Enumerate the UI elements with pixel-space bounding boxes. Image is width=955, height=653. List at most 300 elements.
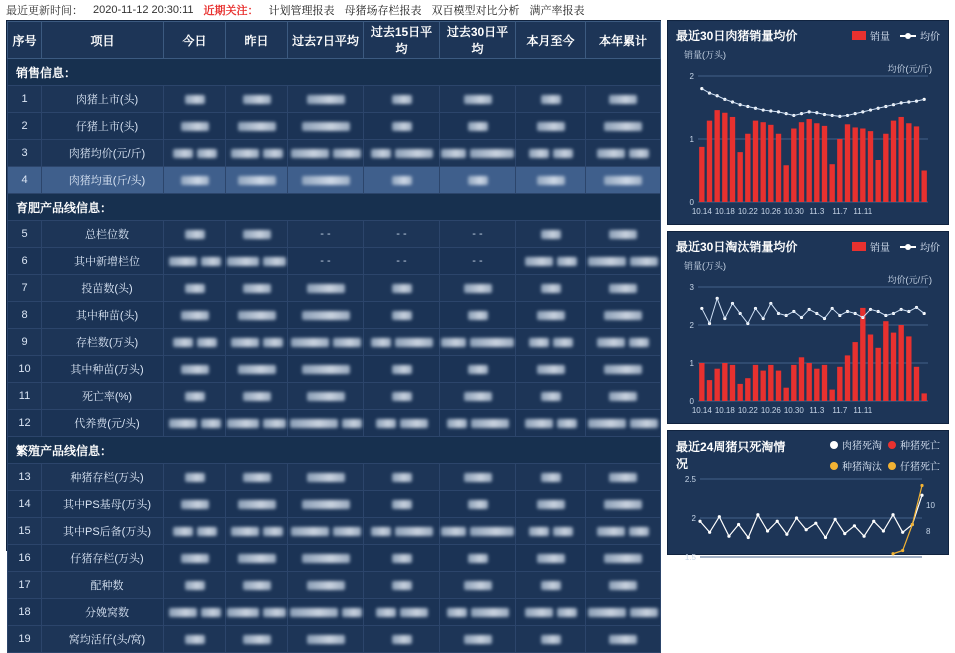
metric-cell [440, 167, 516, 194]
chart3-legend [790, 437, 940, 473]
table-row[interactable] [8, 464, 661, 491]
masked-digits [238, 311, 276, 320]
masked-value [365, 122, 438, 131]
masked-value [517, 392, 584, 401]
table-row[interactable] [8, 545, 661, 572]
masked-digits [185, 473, 205, 482]
masked-value [289, 311, 362, 320]
th-item[interactable]: 项目 [42, 22, 164, 59]
masked-digits [529, 149, 549, 158]
metric-cell [226, 356, 288, 383]
row-index: 16 [8, 545, 42, 572]
metric-cell [226, 491, 288, 518]
th-avg15[interactable]: 过去15日平均 [364, 22, 440, 59]
table-row[interactable] [8, 410, 661, 437]
metric-cell [364, 626, 440, 653]
line-swatch-icon [900, 35, 916, 37]
metric-cell [164, 113, 226, 140]
row-index: 5 [8, 221, 42, 248]
row-index: 3 [8, 140, 42, 167]
th-index[interactable]: 序号 [8, 22, 42, 59]
metric-cell [440, 140, 516, 167]
bar-swatch-icon [852, 31, 866, 40]
masked-value [517, 122, 584, 131]
chart3-plot[interactable] [676, 473, 942, 565]
masked-digits [307, 473, 345, 482]
masked-digits [173, 527, 193, 536]
focus-link-capacity-report[interactable]: 满产率报表 [529, 5, 585, 17]
th-today[interactable]: 今日 [164, 22, 226, 59]
masked-digits [604, 500, 642, 509]
metric-cell [440, 383, 516, 410]
metric-cell [440, 221, 516, 248]
metric-cell [288, 518, 364, 545]
masked-digits [307, 392, 345, 401]
masked-digits [597, 149, 625, 158]
masked-digits [464, 284, 492, 293]
metric-cell [164, 329, 226, 356]
masked-digits [588, 608, 626, 617]
masked-digits [173, 149, 193, 158]
table-row[interactable] [8, 491, 661, 518]
chart1-title: 最近30日肉猪销量均价 [676, 29, 798, 43]
th-avg30[interactable]: 过去30日平均 [440, 22, 516, 59]
row-item-label: 投苗数(头) [42, 275, 164, 302]
masked-value [365, 608, 438, 617]
focus-link-sow-farm-report[interactable]: 母猪场存栏报表 [344, 5, 422, 17]
masked-value [227, 581, 286, 590]
masked-digits [629, 149, 649, 158]
row-item-label: 死亡率(%) [42, 383, 164, 410]
metric-cell [226, 248, 288, 275]
legend-label-breeder-cull: 种猪淘汰 [842, 462, 882, 473]
masked-digits [238, 122, 276, 131]
metrics-table [7, 21, 661, 653]
masked-digits [464, 95, 492, 104]
legend-item-piglet-death[interactable] [888, 458, 940, 473]
table-row[interactable] [8, 140, 661, 167]
masked-digits [468, 122, 488, 131]
masked-digits [400, 608, 428, 617]
masked-value [587, 284, 659, 293]
svg-text:1: 1 [689, 359, 694, 368]
masked-digits [537, 122, 565, 131]
masked-value [165, 122, 224, 131]
metric-cell [364, 221, 440, 248]
masked-digits [630, 419, 658, 428]
masked-digits [609, 230, 637, 239]
metric-cell [364, 383, 440, 410]
metric-cell [516, 410, 586, 437]
metric-cell [164, 302, 226, 329]
masked-digits [371, 149, 391, 158]
metric-cell [164, 464, 226, 491]
masked-digits [231, 338, 259, 347]
masked-digits [291, 338, 329, 347]
svg-text:11.3: 11.3 [809, 207, 825, 216]
svg-text:10: 10 [926, 501, 935, 510]
row-index: 18 [8, 599, 42, 626]
masked-value [365, 149, 438, 158]
legend-item-fattening-death[interactable] [830, 437, 882, 452]
masked-value [441, 284, 514, 293]
charts-column [667, 20, 949, 562]
row-index: 19 [8, 626, 42, 653]
metric-cell [440, 302, 516, 329]
row-item-label: 其中PS基母(万头) [42, 491, 164, 518]
masked-digits [201, 419, 221, 428]
metric-cell [226, 86, 288, 113]
masked-digits [307, 635, 345, 644]
legend-item-price[interactable] [900, 28, 940, 43]
masked-value [517, 554, 584, 563]
metric-cell [226, 626, 288, 653]
metric-cell [164, 410, 226, 437]
masked-digits [169, 608, 197, 617]
masked-digits [333, 338, 361, 347]
masked-value [365, 500, 438, 509]
metric-cell [586, 140, 661, 167]
metric-cell [226, 302, 288, 329]
legend-item-sales-2[interactable] [852, 239, 890, 254]
masked-digits [231, 527, 259, 536]
masked-digits [392, 365, 412, 374]
masked-digits [609, 581, 637, 590]
metric-cell [516, 572, 586, 599]
table-row[interactable] [8, 572, 661, 599]
metric-cell [516, 383, 586, 410]
masked-digits [557, 608, 577, 617]
svg-text:10.30: 10.30 [783, 406, 804, 415]
svg-text:10.26: 10.26 [760, 207, 781, 216]
svg-text:2: 2 [689, 72, 694, 81]
masked-digits [604, 176, 642, 185]
masked-value [587, 581, 659, 590]
metric-cell [364, 491, 440, 518]
metric-cell [364, 464, 440, 491]
table-row[interactable] [8, 302, 661, 329]
masked-digits [464, 392, 492, 401]
metric-cell [586, 572, 661, 599]
masked-digits [541, 230, 561, 239]
focus-link-plan-report[interactable]: 计划管理报表 [268, 5, 335, 17]
chart2-plot[interactable] [676, 281, 942, 417]
masked-digits [525, 419, 553, 428]
table-row[interactable] [8, 248, 661, 275]
masked-value [365, 635, 438, 644]
masked-digits [392, 473, 412, 482]
th-year-to-date[interactable]: 本年累计 [586, 22, 661, 59]
masked-value [441, 365, 514, 374]
masked-digits [441, 149, 466, 158]
masked-value [227, 365, 286, 374]
metric-cell [364, 599, 440, 626]
metric-cell [288, 626, 364, 653]
row-item-label: 总栏位数 [42, 221, 164, 248]
masked-digits [263, 257, 286, 266]
masked-value [587, 419, 659, 428]
metric-cell [226, 518, 288, 545]
metric-cell [440, 275, 516, 302]
masked-value [441, 500, 514, 509]
empty-value: - - [396, 228, 407, 240]
metric-cell [364, 518, 440, 545]
masked-digits [243, 284, 271, 293]
svg-text:10.22: 10.22 [737, 207, 758, 216]
masked-value [517, 500, 584, 509]
masked-value [441, 473, 514, 482]
metric-cell [586, 248, 661, 275]
row-item-label: 肉猪均价(元/斤) [42, 140, 164, 167]
masked-value [587, 122, 659, 131]
chart1-header [676, 27, 940, 44]
masked-digits [468, 500, 488, 509]
row-item-label: 仔猪存栏(万头) [42, 545, 164, 572]
masked-value [227, 392, 286, 401]
masked-digits [553, 338, 573, 347]
empty-value: - - [320, 255, 331, 267]
dot-swatch-icon [888, 462, 896, 470]
th-yesterday[interactable]: 昨日 [226, 22, 288, 59]
metric-cell [364, 113, 440, 140]
metric-cell [440, 572, 516, 599]
svg-text:10.14: 10.14 [691, 207, 712, 216]
masked-digits [400, 419, 428, 428]
masked-digits [302, 554, 350, 563]
masked-value [517, 581, 584, 590]
masked-digits [441, 527, 466, 536]
th-month-to-date[interactable]: 本月至今 [516, 22, 586, 59]
masked-digits [185, 392, 205, 401]
masked-digits [597, 527, 625, 536]
masked-value [517, 311, 584, 320]
legend-item-sales[interactable] [852, 28, 890, 43]
table-row[interactable] [8, 113, 661, 140]
masked-value [227, 608, 286, 617]
table-row[interactable] [8, 599, 661, 626]
section-title: 育肥产品线信息： [8, 194, 661, 221]
metric-cell [288, 167, 364, 194]
masked-digits [529, 527, 549, 536]
row-item-label: 存栏数(万头) [42, 329, 164, 356]
metric-cell [364, 410, 440, 437]
table-row[interactable] [8, 383, 661, 410]
masked-digits [630, 608, 658, 617]
masked-digits [470, 149, 514, 158]
masked-digits [392, 581, 412, 590]
masked-digits [395, 527, 433, 536]
legend-label-sales-2: 销量 [870, 243, 890, 254]
masked-value [365, 176, 438, 185]
metric-cell [364, 167, 440, 194]
metric-cell [440, 599, 516, 626]
masked-digits [447, 608, 467, 617]
metric-cell [164, 518, 226, 545]
legend-item-price-2[interactable] [900, 239, 940, 254]
masked-value [165, 176, 224, 185]
metric-cell [516, 86, 586, 113]
metric-cell [364, 356, 440, 383]
masked-digits [238, 176, 276, 185]
metric-cell [516, 518, 586, 545]
masked-value [165, 527, 224, 536]
focus-link-model-compare[interactable]: 双百模型对比分析 [431, 5, 520, 17]
masked-value [441, 527, 514, 536]
masked-value [587, 527, 659, 536]
masked-value [165, 473, 224, 482]
metric-cell [226, 410, 288, 437]
svg-text:0: 0 [689, 198, 694, 207]
metric-cell [440, 518, 516, 545]
metric-cell [226, 383, 288, 410]
masked-digits [464, 581, 492, 590]
svg-text:10.30: 10.30 [783, 207, 804, 216]
metric-cell [440, 329, 516, 356]
metric-cell [516, 491, 586, 518]
metric-cell [364, 329, 440, 356]
table-row[interactable] [8, 329, 661, 356]
table-row[interactable] [8, 86, 661, 113]
metric-cell [516, 221, 586, 248]
masked-value [227, 554, 286, 563]
chart1-plot[interactable] [676, 70, 942, 218]
metric-cell [364, 302, 440, 329]
legend-item-breeder-cull[interactable] [830, 458, 882, 473]
svg-text:10.26: 10.26 [760, 406, 781, 415]
masked-digits [201, 608, 221, 617]
masked-value [365, 365, 438, 374]
empty-value: - - [320, 228, 331, 240]
table-row[interactable] [8, 518, 661, 545]
legend-item-breeder-death[interactable] [888, 437, 940, 452]
masked-digits [392, 311, 412, 320]
masked-digits [185, 230, 205, 239]
masked-digits [181, 176, 209, 185]
masked-digits [227, 419, 259, 428]
masked-digits [471, 608, 509, 617]
metric-cell [586, 626, 661, 653]
masked-digits [588, 257, 626, 266]
svg-text:2.5: 2.5 [684, 475, 696, 484]
empty-value: - - [472, 228, 483, 240]
chart2-title: 最近30日淘汰销量均价 [676, 240, 798, 254]
section-row [8, 437, 661, 464]
metric-cell [164, 491, 226, 518]
masked-digits [290, 419, 338, 428]
metric-cell [586, 86, 661, 113]
masked-digits [441, 338, 466, 347]
metric-cell [288, 545, 364, 572]
metric-cell [586, 167, 661, 194]
row-index: 8 [8, 302, 42, 329]
svg-text:8: 8 [926, 527, 931, 536]
dot-swatch-icon [888, 441, 896, 449]
chart-card-pig-sales [667, 20, 949, 225]
metric-cell [586, 518, 661, 545]
row-index: 4 [8, 167, 42, 194]
masked-digits [392, 554, 412, 563]
table-row[interactable] [8, 356, 661, 383]
masked-value [365, 419, 438, 428]
metric-cell [586, 599, 661, 626]
masked-digits [395, 338, 433, 347]
metric-cell [516, 599, 586, 626]
masked-digits [302, 122, 350, 131]
dot-swatch-icon [830, 441, 838, 449]
metric-cell [516, 545, 586, 572]
masked-digits [302, 500, 350, 509]
chart-card-weekly-death [667, 430, 949, 562]
masked-digits [197, 149, 217, 158]
metric-cell [586, 356, 661, 383]
masked-value [365, 284, 438, 293]
bar-swatch-icon [852, 242, 866, 251]
masked-digits [185, 284, 205, 293]
masked-digits [243, 581, 271, 590]
masked-value [365, 554, 438, 563]
masked-digits [227, 257, 259, 266]
masked-value [227, 95, 286, 104]
metric-cell [288, 491, 364, 518]
masked-digits [468, 311, 488, 320]
masked-digits [557, 257, 577, 266]
metric-cell [288, 464, 364, 491]
table-row[interactable] [8, 221, 661, 248]
legend-label-price-2: 均价 [920, 243, 940, 254]
masked-value [289, 122, 362, 131]
row-index: 9 [8, 329, 42, 356]
section-row [8, 59, 661, 86]
masked-digits [541, 392, 561, 401]
chart2-legend [852, 239, 940, 254]
line-swatch-icon [900, 246, 916, 248]
masked-digits [376, 608, 396, 617]
masked-value [165, 338, 224, 347]
masked-digits [609, 473, 637, 482]
masked-value [587, 608, 659, 617]
masked-value [517, 338, 584, 347]
metric-cell [364, 140, 440, 167]
masked-value [227, 284, 286, 293]
masked-digits [263, 149, 283, 158]
masked-digits [201, 257, 221, 266]
metric-cell [164, 167, 226, 194]
masked-digits [604, 554, 642, 563]
chart-card-cull-sales [667, 231, 949, 424]
row-item-label: 其中种苗(万头) [42, 356, 164, 383]
row-index: 17 [8, 572, 42, 599]
masked-digits [181, 122, 209, 131]
th-avg7[interactable]: 过去7日平均 [288, 22, 364, 59]
table-row[interactable] [8, 626, 661, 653]
metric-cell [440, 464, 516, 491]
masked-value [227, 338, 286, 347]
masked-digits [604, 365, 642, 374]
table-row[interactable] [8, 275, 661, 302]
masked-value [165, 581, 224, 590]
svg-text:10.14: 10.14 [691, 406, 712, 415]
svg-text:10.18: 10.18 [714, 207, 735, 216]
table-body [8, 59, 661, 653]
masked-value [517, 95, 584, 104]
masked-value [365, 581, 438, 590]
masked-value [441, 95, 514, 104]
svg-text:10.22: 10.22 [737, 406, 758, 415]
metric-cell [288, 572, 364, 599]
svg-text:3: 3 [689, 283, 694, 292]
masked-digits [263, 338, 283, 347]
table-row[interactable] [8, 167, 661, 194]
